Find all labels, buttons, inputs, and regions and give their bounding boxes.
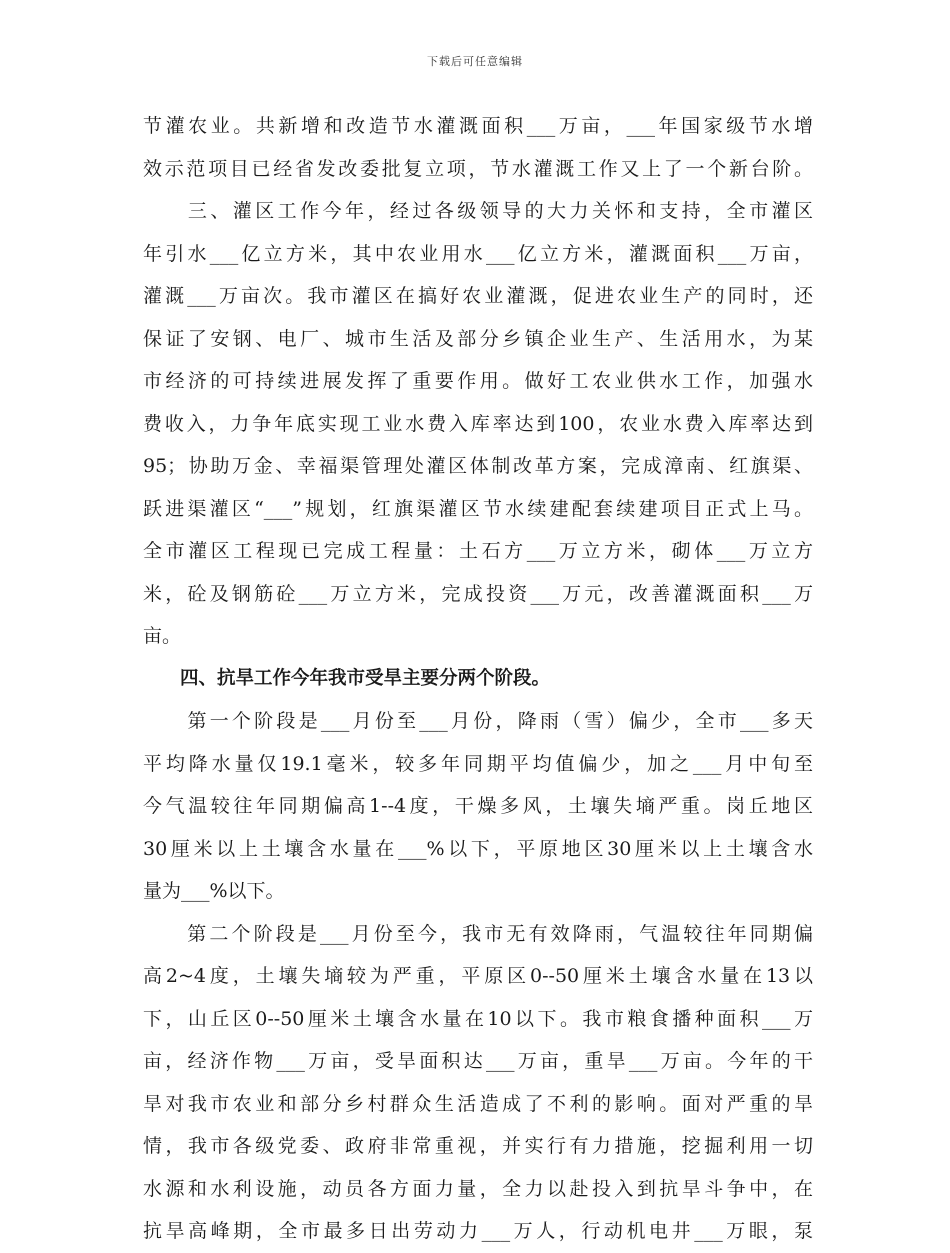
text-line: 三、灌区工作今年，经过各级领导的大力关怀和支持，全市灌区 [143, 200, 813, 222]
text-line: 下，山丘区0--50厘米土壤含水量在10以下。我市粮食播种面积___万 [143, 1007, 813, 1030]
text-line: 情，我市各级党委、政府非常重视，并实行有力措施，挖掘利用一切 [143, 1135, 813, 1157]
text-line: 今气温较往年同期偏高1--4度，干燥多风，土壤失墒严重。岗丘地区 [143, 795, 813, 817]
page-header: 下载后可任意编辑 [427, 55, 523, 68]
text-line: 量为___%以下。 [143, 880, 285, 902]
text-line: 效示范项目已经省发改委批复立项，节水灌溉工作又上了一个新台阶。 [143, 157, 813, 180]
text-line: 高2~4度，土壤失墒较为严重，平原区0--50厘米土壤含水量在13以 [143, 965, 813, 987]
section-heading: 四、抗旱工作今年我市受旱主要分两个阶段。 [143, 667, 551, 689]
text-line: 水源和水利设施，动员各方面力量，全力以赴投入到抗旱斗争中，在 [143, 1177, 813, 1200]
text-line: 跃进渠灌区“___”规划，红旗渠灌区节水续建配套续建项目正式上马。 [143, 497, 813, 520]
text-line: 灌溉___万亩次。我市灌区在搞好农业灌溉，促进农业生产的同时，还 [143, 285, 813, 307]
text-line: 抗旱高峰期，全市最多日出劳动力___万人，行动机电井___万眼，泵 [143, 1220, 813, 1242]
text-line: 平均降水量仅19.1毫米，较多年同期平均值偏少，加之___月中旬至 [143, 752, 813, 775]
text-line: 费收入，力争年底实现工业水费入库率达到100，农业水费入库率达到 [143, 412, 813, 435]
text-line: 保证了安钢、电厂、城市生活及部分乡镇企业生产、生活用水，为某 [143, 327, 813, 350]
text-line: 95；协助万金、幸福渠管理处灌区体制改革方案，完成漳南、红旗渠、 [143, 455, 813, 477]
text-line: 年引水___亿立方米，其中农业用水___亿立方米，灌溉面积___万亩， [143, 242, 813, 265]
text-line: 第二个阶段是___月份至今，我市无有效降雨，气温较往年同期偏 [143, 922, 813, 945]
text-line: 亩。 [143, 625, 182, 647]
text-line: 节灌农业。共新增和改造节水灌溉面积___万亩，___年国家级节水增 [143, 115, 813, 137]
text-line: 全市灌区工程现已完成工程量：土石方___万立方米，砌体___万立方 [143, 540, 813, 562]
text-line: 旱对我市农业和部分乡村群众生活造成了不利的影响。面对严重的旱 [143, 1092, 813, 1115]
text-line: 第一个阶段是___月份至___月份，降雨（雪）偏少，全市___多天 [143, 710, 813, 732]
text-line: 米，砼及钢筋砼___万立方米，完成投资___万元，改善灌溉面积___万 [143, 582, 813, 605]
text-line: 30厘米以上土壤含水量在___%以下，平原地区30厘米以上土壤含水 [143, 837, 813, 860]
text-line: 亩，经济作物___万亩，受旱面积达___万亩，重旱___万亩。今年的干 [143, 1050, 813, 1072]
document-body [143, 105, 813, 1253]
text-line: 市经济的可持续进展发挥了重要作用。做好工农业供水工作，加强水 [143, 370, 813, 392]
